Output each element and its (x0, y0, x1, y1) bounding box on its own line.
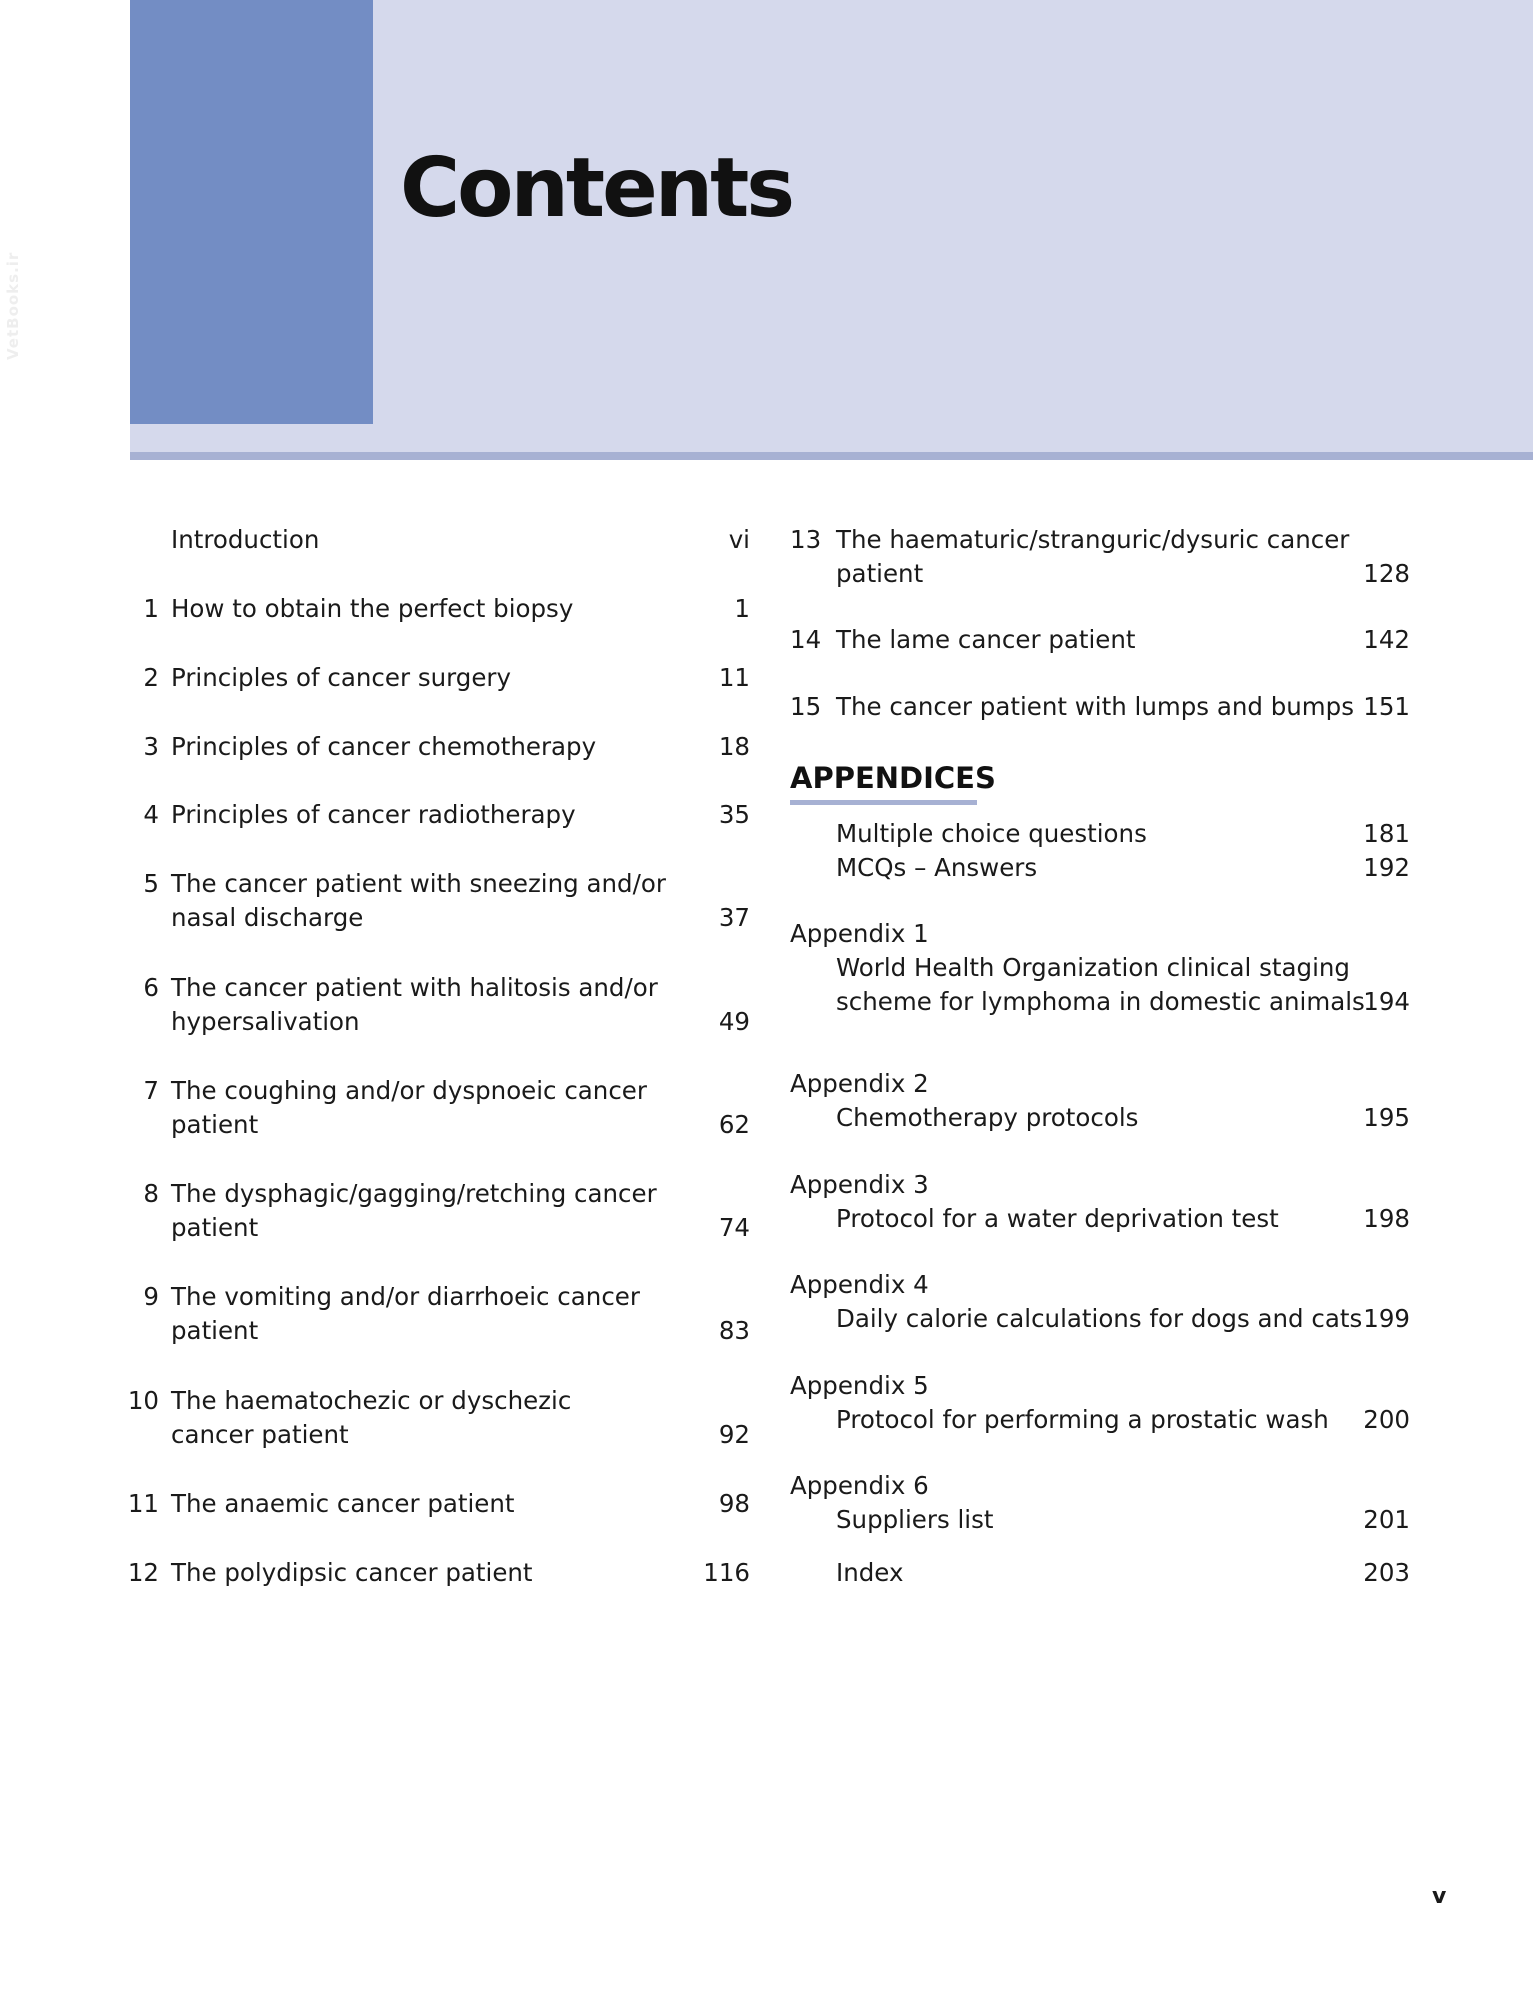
page-number: 200 (1363, 1405, 1410, 1434)
entry-title-line: The cancer patient with halitosis and/or (171, 973, 658, 1002)
page-number: 98 (718, 1489, 750, 1518)
chapter-number: 14 (790, 625, 822, 654)
entry-title-line: Daily calorie calculations for dogs and cats (836, 1304, 1363, 1333)
entry-title-line: patient (171, 1213, 259, 1242)
chapter-number: 8 (143, 1179, 159, 1208)
entry-title (171, 592, 573, 626)
entry-title-line: The cancer patient with lumps and bumps (836, 692, 1354, 721)
page-number: 128 (1363, 559, 1410, 588)
chapter-number: 9 (143, 1282, 159, 1311)
entry-title (836, 1302, 1362, 1336)
chapter-number: 12 (127, 1558, 159, 1587)
appendices-heading: APPENDICES (790, 761, 996, 795)
entry-title (171, 1487, 515, 1521)
page-number: 1 (734, 594, 750, 623)
appendix-label: Appendix 4 (790, 1270, 929, 1299)
entry-title-line: The lame cancer patient (836, 625, 1136, 654)
page-number: 116 (703, 1558, 750, 1587)
entry-title (171, 730, 596, 764)
chapter-number: 1 (143, 594, 159, 623)
entry-title (836, 623, 1136, 657)
page-number: 92 (718, 1420, 750, 1449)
entry-title (171, 971, 658, 1039)
entry-title (171, 1074, 647, 1142)
entry-title-line: patient (171, 1316, 259, 1345)
appendix-label: Appendix 5 (790, 1371, 929, 1400)
entry-title (171, 1384, 571, 1452)
page-number: 37 (718, 903, 750, 932)
entry-title (836, 523, 1349, 591)
entry-title-line: patient (171, 1110, 259, 1139)
entry-title-line: Principles of cancer surgery (171, 663, 511, 692)
entry-title-line: The haematochezic or dyschezic (171, 1386, 572, 1415)
entry-title-line: nasal discharge (171, 903, 364, 932)
entry-title-line: Index (836, 1558, 904, 1587)
chapter-number: 11 (127, 1489, 159, 1518)
page-number: 49 (718, 1007, 750, 1036)
chapter-number: 10 (127, 1386, 159, 1415)
entry-title-line: Chemotherapy protocols (836, 1103, 1139, 1132)
entry-title (836, 1556, 903, 1590)
page-title: Contents (400, 141, 793, 236)
entry-title-line: patient (836, 559, 924, 588)
entry-title (171, 1177, 657, 1245)
entry-title (171, 1556, 533, 1590)
entry-title (171, 798, 576, 832)
appendix-label: Appendix 2 (790, 1069, 929, 1098)
entry-title-line: How to obtain the perfect biopsy (171, 594, 574, 623)
page-number: 198 (1363, 1204, 1410, 1233)
entry-title-line: The polydipsic cancer patient (171, 1558, 533, 1587)
entry-title-line: World Health Organization clinical staging (836, 953, 1350, 982)
watermark: VetBooks.ir (4, 251, 22, 360)
entry-title-line: The coughing and/or dyspnoeic cancer (171, 1076, 647, 1105)
entry-title-line: Multiple choice questions (836, 819, 1147, 848)
chapter-number: 4 (143, 800, 159, 829)
entry-title (171, 867, 666, 935)
page-number: 192 (1363, 853, 1410, 882)
chapter-number: 2 (143, 663, 159, 692)
entry-title-line: The vomiting and/or diarrhoeic cancer (171, 1282, 640, 1311)
entry-title (171, 661, 511, 695)
chapter-number: 7 (143, 1076, 159, 1105)
entry-title-line: hypersalivation (171, 1007, 360, 1036)
chapter-number: 5 (143, 869, 159, 898)
entry-title (171, 523, 319, 557)
entry-title-line: The cancer patient with sneezing and/or (171, 869, 666, 898)
page-number: 74 (718, 1213, 750, 1242)
entry-title-line: Introduction (171, 525, 320, 554)
page-number: 35 (718, 800, 750, 829)
page-number: 195 (1363, 1103, 1410, 1132)
entry-title-line: Protocol for a water deprivation test (836, 1204, 1279, 1233)
page-number: 83 (718, 1316, 750, 1345)
entry-title-line: Principles of cancer radiotherapy (171, 800, 576, 829)
page-number: 18 (718, 732, 750, 761)
page-number: 142 (1363, 625, 1410, 654)
entry-title-line: scheme for lymphoma in domestic animals (836, 987, 1365, 1016)
appendix-label: Appendix 3 (790, 1170, 929, 1199)
chapter-number: 3 (143, 732, 159, 761)
entry-title (836, 951, 1365, 1019)
entry-title-line: Suppliers list (836, 1505, 994, 1534)
entry-title (836, 690, 1354, 724)
entry-title (836, 1403, 1329, 1437)
chapter-number: 15 (790, 692, 822, 721)
appendix-label: Appendix 6 (790, 1471, 929, 1500)
page-number: 203 (1363, 1558, 1410, 1587)
entry-title (836, 1101, 1138, 1135)
appendices-heading-underline (790, 800, 977, 805)
page-folio: v (1432, 1884, 1447, 1909)
page-number: 181 (1363, 819, 1410, 848)
chapter-number: 6 (143, 973, 159, 1002)
page-number: 194 (1363, 987, 1410, 1016)
page-number: 201 (1363, 1505, 1410, 1534)
appendix-label: Appendix 1 (790, 919, 929, 948)
entry-title (836, 851, 1037, 885)
page-number: 151 (1363, 692, 1410, 721)
entry-title-line: MCQs – Answers (836, 853, 1038, 882)
entry-title-line: Principles of cancer chemotherapy (171, 732, 597, 761)
page-number: 11 (718, 663, 750, 692)
entry-title-line: The anaemic cancer patient (171, 1489, 515, 1518)
entry-title (836, 1202, 1279, 1236)
page-number: vi (728, 525, 750, 554)
entry-title (836, 817, 1147, 851)
entry-title (836, 1503, 993, 1537)
header-accent-block (130, 0, 373, 424)
chapter-number: 13 (790, 525, 822, 554)
page-number: 199 (1363, 1304, 1410, 1333)
page-number: 62 (718, 1110, 750, 1139)
entry-title-line: Protocol for performing a prostatic wash (836, 1405, 1329, 1434)
entry-title-line: The haematuric/stranguric/dysuric cancer (836, 525, 1350, 554)
entry-title-line: The dysphagic/gagging/retching cancer (171, 1179, 657, 1208)
header-rule (130, 452, 1533, 460)
entry-title-line: cancer patient (171, 1420, 349, 1449)
entry-title (171, 1280, 640, 1348)
